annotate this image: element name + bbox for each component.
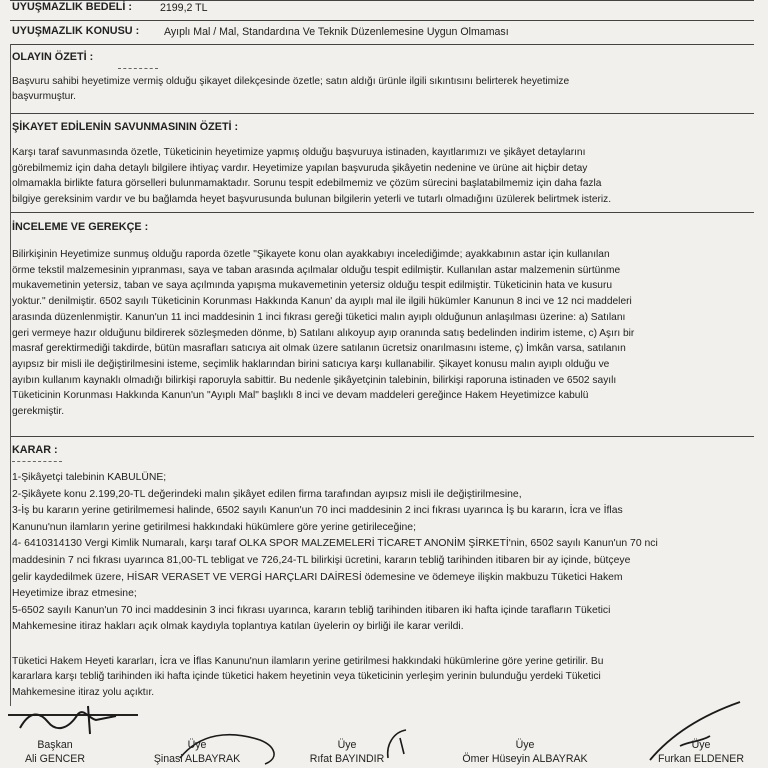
bedel-value: 2199,2 TL [160,2,208,14]
savunma-line: bilgiye gereksinim vardır ve bu bağlamda heyet başvurusunda bulunan bilgilerin yeterli ve tutarlı olmadığını üzülerek belirtmek isteriz. [12,193,612,205]
inceleme-line: Tüketicinin Korunması Hakkında Kanun'un "Ayıplı Mal" başlıklı 8 inci ve devam maddeleri gereğince Hakem Heyetimizce kabulü [12,390,589,402]
karar-title-underline [12,461,62,462]
left-border-2 [10,113,11,213]
karar-line: 3-İş bu kararın yerine getirilmemesi halinde, 6502 sayılı Kanun'un 70 inci maddesinin 2 inci fıkrası uyarınca İş bu kararın, İcra ve İflas [12,505,623,517]
savunma-line: Karşı taraf savunmasında özetle, Tüketicinin heyetimize yapmış olduğu başvuruya istinaden, kayıtlarımızı ve şikâyet detaylarını [12,147,586,158]
left-border-3 [10,212,11,437]
signature-uye-1 [132,738,262,766]
rule-4 [10,212,754,213]
signature-scribble-1 [18,700,138,740]
karar-footer [12,654,750,700]
rule-1 [10,20,754,21]
inceleme-line: mukavemetinin yetersiz, taban ve saya açılmında yapışma mukavemetinin yetersiz olduğu tespit edilmiştir. Tüketicinin hata ve kusuru [12,280,613,292]
inceleme-line: gerekmiştir. [12,406,65,418]
inceleme-line: yoktur." denilmiştir. 6502 sayılı Tüketicinin Korunması Hakkında Kanun' da ayıplı mal ile ilgili hükümler Kanunun 8 inci ve 12 nci maddeleri [12,296,632,308]
savunma-title: ŞİKAYET EDİLENİN SAVUNMASININ ÖZETİ : [12,121,239,133]
savunma-text [12,145,750,207]
signature-uye-2 [282,738,412,766]
karar-line: 4- 6410314130 Vergi Kimlik Numaralı, karşı taraf OLKA SPOR MALZEMELERİ TİCARET ANONİM ŞİRKETİ'nin, 6502 sayılı Kanun'un 70 nci [12,538,658,550]
bedel-label: UYUŞMAZLIK BEDELİ : [12,1,132,13]
olay-text [12,74,750,104]
signature-name: Ali GENCER [24,753,86,765]
savunma-line: görebilmemiz için daha detaylı bilgilere ihtiyaç vardır. Heyetimize yapılan başvuruda şikâyetin nedenine ve ürüne ait hiçbir detay [12,162,588,174]
signature-name: Furkan ELDENER [658,753,744,765]
left-border-4 [10,436,11,706]
signature-role: Üye [691,739,711,751]
signature-name: Ömer Hüseyin ALBAYRAK [462,753,588,765]
karar-line: Mahkemesine itiraz hakları açık olmak kaydıyla toplantıya katılan üyelerin oy birliği ile karar verildi. [12,621,464,633]
karar-line: 2-Şikâyete konu 2.199,20-TL değerindeki malın şikâyet edilen firma tarafından ayıpsız misli ile değiştirilmesine, [12,488,522,500]
olay-line: başvurmuştur. [12,91,76,102]
konu-label: UYUŞMAZLIK KONUSU : [12,25,140,37]
karar-line: maddesinin 7 nci fıkrası uyarınca 81,00-TL tebligat ve 726,24-TL bilirkişi ücretini, kararın tebliğ tarihinden itibaren bir ay içinde, bütçeye [12,554,631,566]
olay-title: OLAYIN ÖZETİ : [12,51,94,63]
inceleme-title: İNCELEME VE GEREKÇE : [12,221,149,233]
inceleme-line: Bilirkişinin Heyetimize sunmuş olduğu raporda özetle "Şikayete konu olan ayakkabıyı incelediğimde; ayakkabının astar için kullanılan [12,249,610,260]
signature-role: Üye [515,739,535,751]
karar-line: Kanunu'nun ilamların yerine getirilmesi hakkındaki hükümlere göre yerine getirileceğine; [12,521,416,533]
karar-line: 1-Şikâyetçi talebinin KABULÜNE; [12,472,167,483]
olay-title-underline [118,68,158,69]
signature-role: Başkan [37,739,73,751]
decision-document [8,0,760,768]
rule-3 [10,113,754,114]
inceleme-line: örme tekstil malzemesinin yıpranması, saya ve taban arasında açılmalar olduğu tespit edilmiştir. Kullanılan astar malzemenin sürtünme [12,264,621,276]
signature-uye-4 [636,738,766,766]
konu-value: Ayıplı Mal / Mal, Standardına Ve Teknik Düzenlemesine Uygun Olmaması [164,26,509,38]
inceleme-line: ayıpsız bir misli ile değiştirilmesini isteme, seçimlik haklarından birini satıcıya karşı kullanabilir. Şikayet konusu malın ayıplı olduğu ve [12,358,610,370]
inceleme-line: masraf gerektirmediği takdirde, bütün masrafları satıcıya ait olmak üzere satılanın ücretsiz onarılmasını isteme, ç) İmkân varsa, satılanın [12,343,626,355]
rule-2 [10,44,754,45]
inceleme-text [12,247,750,420]
rule-5 [10,436,754,437]
signature-name: Rıfat BAYINDIR [309,753,385,765]
inceleme-line: ayıbın kullanım kaynaklı olmadığı bilirkişi raporuyla sabittir. Bu nedenle şikâyetçinin talebinin, bilirkişi raporuna istinaden ve 6502 sayılı [12,374,617,386]
karar-text [12,470,750,636]
karar-line: gelir kaydedilmek üzere, HİSAR VERASET VE VERGİ HARÇLARI DAİRESİ ödemesine ve ödemeye ilişkin makbuzu Tüketici Hakem [12,571,623,583]
karar-title: KARAR : [12,444,58,456]
inceleme-line: arasında düzenlenmiştir. Kanun'un 11 inci maddesinin 1 inci fıkrası gereği tüketici malın ayıplı olduğunun anlaşılması üzerine: a) Satılanı [12,311,626,323]
savunma-line: olmamakla birlikte fatura görselleri bulunmamaktadır. Sorunu tespit edebilmemiz ve çözüm sürecini başlatabilmemiz için daha fazla [12,178,602,189]
karar-line: 5-6502 sayılı Kanun'un 70 inci maddesinin 3 inci fıkrası uyarınca, kararın tebliğ tarihinden itibaren iki hafta içinde tarafların Tüketici [12,604,611,616]
footer-line: Mahkemesine itiraz yolu açıktır. [12,686,155,698]
signature-role: Üye [187,739,207,751]
footer-line: kararlara karşı tebliğ tarihinden iki hafta içinde tüketici hakem heyetinin veya tüketicinin yerleşim yerinin bulunduğu yerdeki Tüketici [12,671,601,683]
signature-name: Şinasi ALBAYRAK [153,753,241,765]
footer-line: Tüketici Hakem Heyeti kararları, İcra ve İflas Kanunu'nun ilamların yerine getirilmesi hakkındaki hükümlerine göre yerine getirilir. Bu [12,656,604,667]
signature-role: Üye [337,739,357,751]
left-border-1 [10,44,11,116]
inceleme-line: geri vermeye hazır olduğunu bildirerek sözleşmeden dönme, b) Satılanı alıkoyup ayıp oranında satış bedelinden indirim isteme, c) Aşırı bir [12,327,635,339]
karar-line: Heyetimize ibraz etmesine; [12,588,137,600]
olay-line: Başvuru sahibi heyetimize vermiş olduğu şikayet dilekçesinde özetle; satın aldığı ürünle ilgili sıkıntısını belirterek heyetimize [12,76,570,87]
signature-uye-3 [450,738,600,766]
signature-baskan [0,738,120,766]
